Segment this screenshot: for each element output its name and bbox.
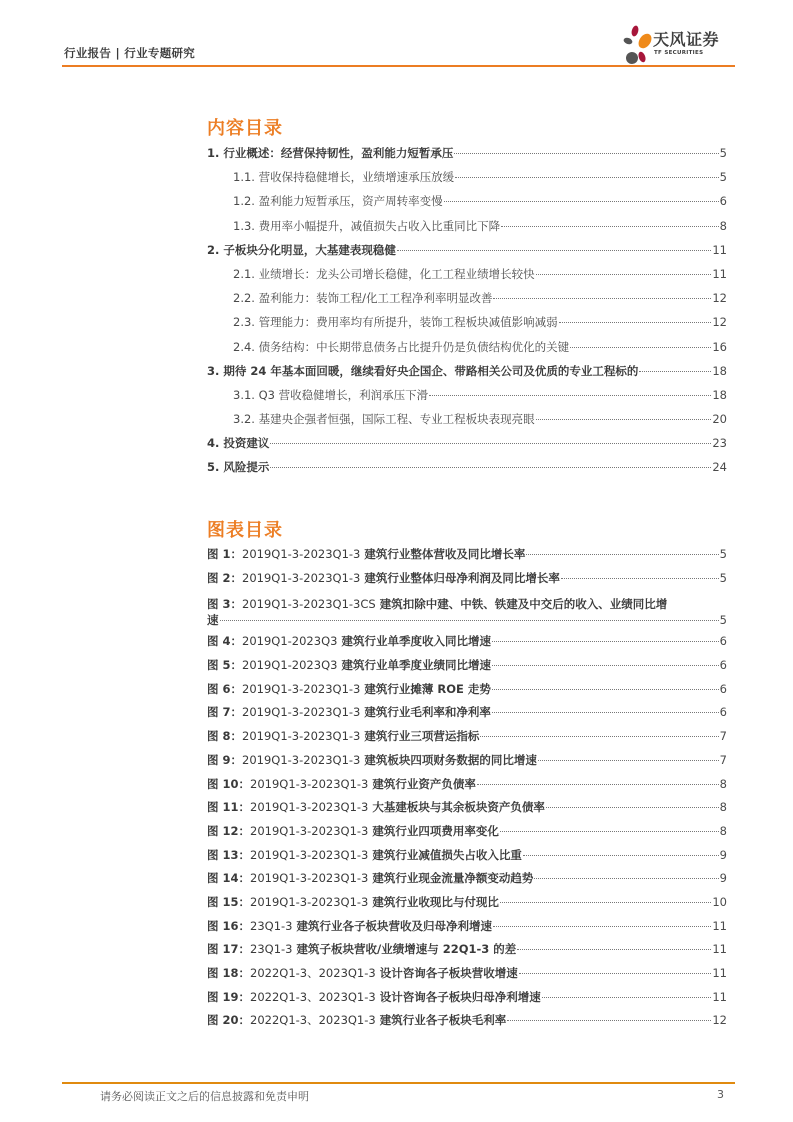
figure-range: 2019Q1-3-2023Q1-3 (250, 776, 369, 791)
figure-caption: 大基建板块与其余板块资产负债率 (372, 800, 545, 815)
toc-entry-page: 8 (719, 218, 727, 233)
logo-name-cn: 天风证券 (653, 30, 720, 49)
figure-page: 6 (719, 705, 727, 720)
dot-leader (270, 467, 711, 468)
figure-range: 2019Q1-3-2023Q1-3CS (242, 597, 376, 612)
contents-title: 内容目录 (207, 118, 283, 139)
dot-leader (559, 322, 712, 323)
figure-entry[interactable] (207, 633, 727, 657)
figure-caption: 建筑行业摊薄 ROE 走势 (364, 681, 491, 696)
toc-entry-page: 24 (712, 460, 727, 475)
figure-entry[interactable] (207, 657, 727, 681)
figure-prefix: 图 20： (207, 1013, 251, 1028)
figure-prefix: 图 11： (207, 800, 251, 815)
figure-prefix: 图 6： (207, 681, 243, 696)
toc-entry[interactable] (207, 314, 727, 338)
figure-caption: 设计咨询各子板块营收增速 (379, 966, 518, 980)
toc-entry-label: 4. 投资建议 (207, 436, 270, 451)
toc-entry-page: 20 (712, 412, 727, 427)
figure-caption: 建筑行业收现比与付现比 (372, 894, 499, 909)
figure-range: 2022Q1-3、2023Q1-3 (250, 989, 376, 1004)
figure-entry[interactable] (207, 894, 727, 918)
toc-entry[interactable] (207, 435, 727, 459)
dot-leader (517, 949, 711, 950)
toc-entry[interactable] (207, 459, 727, 483)
toc-entry-page: 5 (719, 170, 727, 185)
figure-entry[interactable] (207, 941, 727, 965)
figure-entry[interactable] (207, 570, 727, 594)
dot-leader (454, 153, 718, 154)
figure-prefix: 图 5： (207, 658, 243, 673)
figures-title: 图表目录 (207, 520, 283, 541)
figure-prefix: 图 2： (207, 570, 243, 585)
dot-leader (220, 620, 719, 621)
toc-entry[interactable] (207, 242, 727, 266)
toc-entry-label: 2. 子板块分化明显，大基建表现稳健 (207, 242, 396, 257)
figure-page: 5 (719, 547, 727, 561)
page-number: 3 (717, 1088, 724, 1101)
figure-caption: 建筑扣除中建、中铁、铁建及中交后的收入、业绩同比增 (379, 597, 668, 612)
figure-caption: 设计咨询各子板块归母净利增速 (379, 989, 541, 1004)
figure-entry[interactable] (207, 989, 727, 1013)
toc-entry-label: 2.3. 管理能力：费用率均有所提升，装饰工程板块减值影响减弱 (233, 315, 558, 330)
disclaimer-text: 请务必阅读正文之后的信息披露和免责申明 (100, 1090, 309, 1103)
toc-entry-label: 3. 期待 24 年基本面回暖，继续看好央企国企、带路相关公司及优质的专业工程标的 (207, 363, 639, 378)
dot-leader (546, 807, 719, 808)
toc-entry[interactable] (207, 218, 727, 242)
company-logo (623, 24, 743, 68)
dot-leader (493, 926, 711, 927)
figure-range: 2019Q1-3-2023Q1-3 (250, 871, 369, 886)
figure-entry[interactable] (207, 728, 727, 752)
petal-logo-icon (623, 24, 653, 66)
figure-caption: 建筑行业减值损失占收入比重 (372, 847, 522, 862)
figure-caption: 建筑行业四项费用率变化 (372, 823, 499, 838)
dot-leader (536, 274, 712, 275)
toc-entry-page: 23 (712, 436, 727, 451)
figure-prefix: 图 15： (207, 894, 251, 909)
figure-caption-cont: 速 (207, 613, 219, 628)
figure-range: 2019Q1-3-2023Q1-3 (250, 894, 369, 909)
figure-entry[interactable] (207, 593, 727, 633)
figure-prefix: 图 18： (207, 966, 251, 980)
toc-entry-label: 1.3. 费用率小幅提升，减值损失占收入比重同比下降 (233, 218, 501, 233)
figure-entry[interactable] (207, 681, 727, 705)
toc-entry-page: 16 (712, 339, 727, 354)
figure-page: 8 (719, 823, 727, 838)
figure-prefix: 图 13： (207, 847, 251, 862)
figure-caption: 建筑行业单季度收入同比增速 (341, 634, 491, 649)
dot-leader (536, 419, 712, 420)
toc-entry-page: 18 (712, 387, 727, 402)
figure-range: 2019Q1-3-2023Q1-3 (250, 847, 369, 862)
figure-page: 11 (712, 966, 727, 980)
figure-caption: 建筑子板块营收/业绩增速与 22Q1-3 的差 (296, 942, 517, 957)
dot-leader (477, 784, 719, 785)
figure-prefix: 图 9： (207, 752, 243, 767)
toc-entry[interactable] (207, 411, 727, 435)
toc-entry-page: 5 (719, 146, 727, 160)
figure-page: 6 (719, 634, 727, 649)
dot-leader (480, 736, 718, 737)
figure-page: 6 (719, 681, 727, 696)
dot-leader (492, 689, 719, 690)
figure-range: 2019Q1-3-2023Q1-3 (242, 547, 361, 561)
figure-prefix: 图 3： (207, 597, 243, 612)
dot-leader (492, 665, 719, 666)
dot-leader (444, 201, 719, 202)
toc-entry-label: 1.2. 盈利能力短暂承压，资产周转率变慢 (233, 194, 443, 209)
figure-entry[interactable] (207, 546, 727, 570)
dot-leader (501, 226, 719, 227)
toc-entry[interactable] (207, 193, 727, 217)
figure-range: 2022Q1-3、2023Q1-3 (250, 1013, 376, 1028)
toc-entry-label: 3.2. 基建央企强者恒强，国际工程、专业工程板块表现亮眼 (233, 412, 535, 427)
figure-entry[interactable] (207, 704, 727, 728)
toc-entry-label: 1. 行业概述：经营保持韧性，盈利能力短暂承压 (207, 146, 454, 160)
toc-entry-label: 5. 风险提示 (207, 460, 270, 475)
dot-leader (493, 298, 711, 299)
figure-page: 8 (719, 776, 727, 791)
figure-entry[interactable] (207, 870, 727, 894)
figure-page: 8 (719, 800, 727, 815)
figure-caption: 建筑行业现金流量净额变动趋势 (372, 871, 534, 886)
toc-entry[interactable] (207, 339, 727, 363)
figure-page: 7 (719, 752, 727, 767)
figure-page: 11 (712, 989, 727, 1004)
toc-entry[interactable] (207, 387, 727, 411)
toc-entry-page: 12 (712, 315, 727, 330)
toc-entry[interactable] (207, 169, 727, 193)
figure-page: 11 (712, 942, 727, 957)
toc-entry[interactable] (207, 290, 727, 314)
figure-range: 2019Q1-2023Q3 (242, 658, 338, 673)
figure-range: 2019Q1-3-2023Q1-3 (242, 705, 361, 720)
figures-list (207, 546, 727, 1036)
figure-entry[interactable] (207, 965, 727, 989)
figure-caption: 建筑行业毛利率和净利率 (364, 705, 491, 720)
figure-entry[interactable] (207, 776, 727, 800)
figure-prefix: 图 10： (207, 776, 251, 791)
figure-range: 2019Q1-3-2023Q1-3 (242, 681, 361, 696)
figure-entry[interactable] (207, 752, 727, 776)
figure-page: 7 (719, 729, 727, 744)
figure-range: 23Q1-3 (250, 942, 293, 957)
toc-entry-page: 12 (712, 291, 727, 306)
figure-range: 2019Q1-3-2023Q1-3 (250, 800, 369, 815)
figure-range: 2019Q1-3-2023Q1-3 (250, 823, 369, 838)
figure-caption: 建筑行业三项营运指标 (364, 729, 480, 744)
figure-range: 2019Q1-3-2023Q1-3 (242, 729, 361, 744)
figure-entry[interactable] (207, 823, 727, 847)
figure-page: 11 (712, 918, 727, 933)
figure-page: 9 (719, 847, 727, 862)
figure-page: 5 (719, 613, 727, 628)
contents-list (207, 145, 727, 484)
figure-caption: 建筑行业各子板块营收及归母净利增速 (296, 918, 492, 933)
figure-entry[interactable] (207, 799, 727, 823)
figure-prefix: 图 17： (207, 942, 251, 957)
figure-caption: 建筑行业整体归母净利润及同比增长率 (364, 570, 560, 585)
figure-prefix: 图 4： (207, 634, 243, 649)
dot-leader (561, 578, 719, 579)
footer-divider (62, 1082, 735, 1084)
figure-caption: 建筑行业单季度业绩同比增速 (341, 658, 491, 673)
dot-leader (500, 831, 719, 832)
dot-leader (542, 997, 712, 998)
dot-leader (538, 760, 719, 761)
dot-leader (526, 554, 718, 555)
dot-leader (500, 902, 711, 903)
figure-page: 9 (719, 871, 727, 886)
figure-range: 2019Q1-3-2023Q1-3 (242, 752, 361, 767)
toc-entry[interactable] (207, 145, 727, 169)
toc-entry-label: 1.1. 营收保持稳健增长，业绩增速承压放缓 (233, 170, 455, 185)
figure-range: 2019Q1-2023Q3 (242, 634, 338, 649)
toc-entry-page: 18 (712, 363, 727, 378)
figure-prefix: 图 8： (207, 729, 243, 744)
dot-leader (397, 250, 711, 251)
dot-leader (455, 177, 719, 178)
figure-range: 2019Q1-3-2023Q1-3 (242, 570, 361, 585)
toc-entry-label: 2.1. 业绩增长：龙头公司增长稳健，化工工程业绩增长较快 (233, 266, 535, 281)
figure-page: 6 (719, 658, 727, 673)
toc-entry-page: 11 (712, 242, 727, 257)
dot-leader (523, 855, 719, 856)
figure-range: 2022Q1-3、2023Q1-3 (250, 966, 376, 980)
dot-leader (492, 641, 719, 642)
figure-page: 10 (712, 894, 727, 909)
figure-prefix: 图 1： (207, 547, 243, 561)
figure-prefix: 图 7： (207, 705, 243, 720)
dot-leader (534, 878, 718, 879)
toc-entry-page: 11 (712, 266, 727, 281)
figure-page: 5 (719, 570, 727, 585)
report-category: 行业报告 | 行业专题研究 (64, 46, 196, 60)
dot-leader (519, 973, 712, 974)
figure-caption: 建筑板块四项财务数据的同比增速 (364, 752, 537, 767)
figure-prefix: 图 14： (207, 871, 251, 886)
toc-entry-label: 2.4. 债务结构：中长期带息债务占比提升仍是负债结构优化的关键 (233, 339, 570, 354)
figure-page: 12 (712, 1013, 727, 1028)
toc-entry-label: 3.1. Q3 营收稳健增长，利润承压下滑 (233, 387, 429, 402)
figure-caption: 建筑行业整体营收及同比增长率 (364, 547, 526, 561)
figure-prefix: 图 19： (207, 989, 251, 1004)
toc-entry-label: 2.2. 盈利能力：装饰工程/化工工程净利率明显改善 (233, 291, 493, 306)
dot-leader (639, 371, 711, 372)
toc-entry[interactable] (207, 266, 727, 290)
toc-entry-page: 6 (719, 194, 727, 209)
toc-entry[interactable] (207, 363, 727, 387)
dot-leader (270, 443, 711, 444)
figure-caption: 建筑行业资产负债率 (372, 776, 476, 791)
figure-range: 23Q1-3 (250, 918, 293, 933)
figure-prefix: 图 16： (207, 918, 251, 933)
figure-entry[interactable] (207, 1012, 727, 1036)
logo-name-en: TF SECURITIES (654, 50, 704, 56)
dot-leader (492, 712, 719, 713)
dot-leader (570, 347, 711, 348)
figure-entry[interactable] (207, 918, 727, 942)
figure-caption: 建筑行业各子板块毛利率 (379, 1013, 507, 1028)
figure-prefix: 图 12： (207, 823, 251, 838)
dot-leader (507, 1020, 711, 1021)
figure-entry[interactable] (207, 847, 727, 871)
dot-leader (429, 395, 711, 396)
